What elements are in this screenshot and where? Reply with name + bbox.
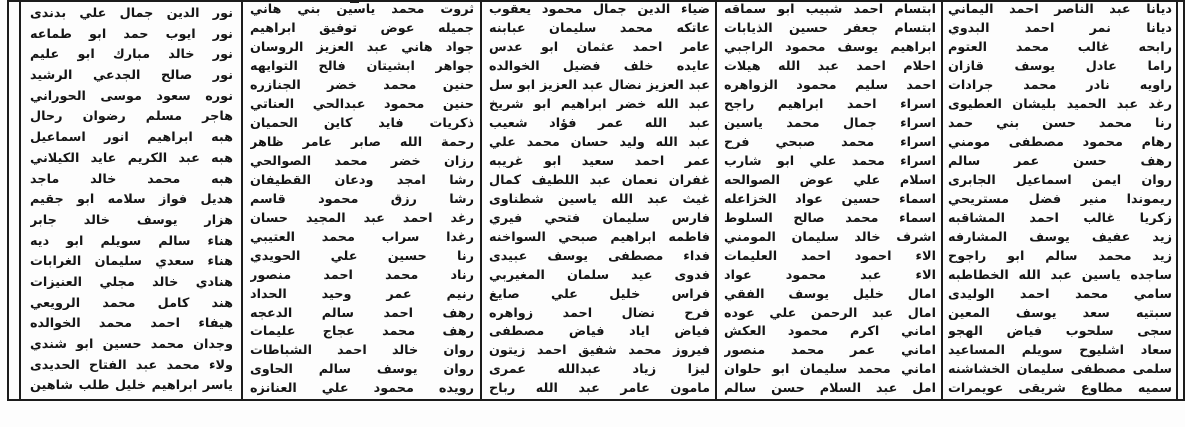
person-name: اماني اكرم محمود العكش (724, 325, 936, 339)
person-name: فياض اياد فياض مصطفى (489, 325, 710, 339)
person-name: سبتيه سعد يوسف المعين (948, 306, 1172, 320)
person-name: رهف محمد عجاج عليمات (250, 325, 474, 339)
person-name: غفران نعمان عبد اللطيف كمال (489, 173, 710, 188)
frame-right-inner-line (1176, 0, 1178, 401)
person-name: امال خليل يوسف الفقي (724, 287, 936, 301)
person-name: ابتسام جعفر حسين الذيابات (724, 21, 936, 36)
person-name: هند كامل محمد الرويعي (30, 296, 233, 311)
person-name: هناء سعدي سليمان الغرابات (30, 255, 233, 269)
person-name: فرح نضال احمد زواهره (489, 306, 710, 320)
frame-right-outer-line (1183, 0, 1185, 401)
person-name: احلام احمد عبد الله هيلات (724, 59, 936, 74)
person-name: روان يوسف سالم الحاوى (250, 363, 474, 377)
person-name: سميه مطاوع شريقى عويمرات (948, 382, 1172, 396)
person-name: مأمون عامر عبد الله رباح (489, 382, 710, 396)
person-name: ثروت محمد ياسين بني هاني (250, 3, 474, 17)
person-name: سامي محمد احمد الوليدى (948, 287, 1172, 301)
person-name: امال عبد الرحمن علي عوده (724, 306, 936, 320)
person-name: اسلام علي عوض الصوالحه (724, 173, 936, 188)
person-name: ولاء محمد عبد الفتاح الحديدى (30, 358, 233, 373)
column-divider-2 (480, 0, 482, 399)
person-name: اماني محمد سليمان ابو حلوان (724, 363, 936, 377)
frame-left-inner-line (19, 0, 21, 399)
person-name: هناء سالم سويلم ابو ديه (30, 234, 233, 248)
person-name: الاء احمود احمد العليمات (724, 249, 936, 264)
person-name: حنين محمود عبدالحي العناتي (250, 97, 474, 112)
person-name: رزان خضر محمد الصوالحي (250, 154, 474, 169)
person-name: نور صالح الجدعي الرشيد (30, 69, 233, 83)
person-name: رنيم عمر وحيد الحداد (250, 287, 474, 301)
person-name: هيفاء احمد محمد الخوالده (30, 317, 233, 331)
person-name: فيروز محمد شفيق احمد زيتون (489, 344, 710, 358)
person-name: عاتكه محمد سليمان عبابنه (489, 21, 710, 36)
person-name: راويه نادر محمد جرادات (948, 78, 1172, 93)
person-name: رابحه غالب محمد العتوم (948, 40, 1172, 55)
person-name: عبد العزيز نضال عبد العزيز ابو سل (489, 78, 710, 93)
person-name: روان خالد احمد الشباطات (250, 344, 474, 358)
column-divider-1 (241, 0, 243, 399)
person-name: عبد الله وليد حسان محمد علي (489, 135, 710, 150)
person-name: رشا رزق محمود قاسم (250, 192, 474, 207)
person-name: فداء مصطفى يوسف عبيدى (489, 249, 710, 264)
person-name: فدوى عيد سلمان المغيربي (489, 268, 710, 282)
person-name: ديانا نمر احمد البدوي (948, 21, 1172, 36)
person-name: ابراهيم يوسف محمود الراجبي (724, 40, 936, 55)
person-name: رغدا سراب محمد العتيبي (250, 230, 474, 245)
person-name: هنادي خالد مجلي العنيزات (30, 275, 233, 290)
person-name: فاطمه ابراهيم صبحي السواخنه (489, 230, 710, 245)
person-name: ساجده ياسين عبد الله الخطاطبه (948, 268, 1172, 282)
person-name: سجى سلحوب فياض الهجو (948, 325, 1172, 339)
person-name: ياسر ابراهيم خليل طلب شاهين (30, 379, 233, 393)
person-name: زكريا غالب احمد المشاقبه (948, 211, 1172, 226)
person-name: رحمة الله صابر عامر ظاهر (250, 135, 474, 150)
person-name: نور ايوب حمد ابو طماعه (30, 27, 233, 42)
person-name: اسماء حسين عواد الخزاعله (724, 192, 936, 207)
person-name: اسراء احمد ابراهيم راجح (724, 97, 936, 112)
person-name: هزار يوسف خالد جابر (30, 213, 233, 228)
person-name: هبه عبد الكريم عايد الكيلاني (30, 151, 233, 166)
person-name: عبد الله عمر فؤاد شعيب (489, 116, 710, 131)
person-name: عامر احمد عثمان ابو عدس (489, 40, 710, 55)
person-name: نور خالد مبارك ابو عليم (30, 48, 233, 62)
person-name: جواد هاني عبد العزيز الروسان (250, 40, 474, 55)
person-name: اسماء محمد صالح السلوط (724, 211, 936, 226)
person-name: فارس سليمان فتحي فيري (489, 211, 710, 226)
person-name: امل عبد السلام حسن سالم (724, 382, 936, 396)
person-name: زيد عفيف يوسف المشارفه (948, 230, 1172, 245)
person-name: ابتسام احمد شبيب ابو سماقه (724, 3, 936, 17)
person-name: سلمى مصطفى سليمان الخشاشنه (948, 363, 1172, 377)
person-name: احمد سليم محمود الزواهره (724, 78, 936, 93)
person-name: عمر احمد سعيد ابو غريبه (489, 154, 710, 169)
person-name: فراس خليل علي صايغ (489, 287, 710, 301)
person-name: عايده خلف فضيل الخوالده (489, 59, 710, 74)
person-name: ريموندا منير فضل مستريحي (948, 192, 1172, 207)
person-name: رهف حسن عمر سالم (948, 154, 1172, 169)
column-divider-4 (941, 0, 943, 399)
person-name: رنا حسين علي الحويدي (250, 249, 474, 264)
person-name: ديانا عبد الناصر احمد اليماني (948, 3, 1172, 17)
person-name: اسراء محمد صبحي فرح (724, 135, 936, 150)
person-name: نوره سعود موسى الحوراني (30, 89, 233, 104)
person-name: هاجر مسلم رضوان رحال (30, 110, 233, 124)
person-name: اشرف خالد سليمان المومني (724, 230, 936, 245)
names-column-far-left (30, 7, 233, 393)
frame-bottom-line (7, 399, 1185, 401)
person-name: رنا محمد حسن بني حمد (948, 116, 1172, 131)
names-column-far-right (948, 3, 1172, 396)
frame-top-line (7, 0, 1185, 2)
frame-left-outer-line (7, 0, 9, 401)
person-name: هبه محمد خالد ماجد (30, 172, 233, 186)
column-divider-3 (715, 0, 717, 399)
person-name: رغد عبد الحميد بليشان العطيوى (948, 97, 1172, 112)
person-name: جميله عوض توفيق ابراهيم (250, 21, 474, 36)
person-name: زيد محمد سالم ابو راجوح (948, 249, 1172, 264)
person-name: اماني عمر محمد منصور (724, 344, 936, 358)
names-column-2 (250, 3, 474, 396)
person-name: سعاد اشليوح سويلم المساعيد (948, 344, 1172, 358)
person-name: رناد محمد احمد منصور (250, 268, 474, 282)
person-name: ضياء الدين جمال محمود يعقوب (489, 3, 710, 17)
person-name: اسراء محمد علي ابو شارب (724, 154, 936, 169)
person-name: نور الدين جمال علي بدندى (30, 7, 233, 21)
person-name: اسراء جمال محمد ياسين (724, 116, 936, 131)
person-name: هديل فواز سلامه ابو جقيم (30, 193, 233, 207)
person-name: غيث عبد الله ياسين شطناوى (489, 192, 710, 207)
person-name: وجدان محمد حسين ابو شندي (30, 338, 233, 352)
person-name: روان ايمن اسماعيل الجابرى (948, 173, 1172, 188)
person-name: ليزا زياد عبدالله عمرى (489, 363, 710, 377)
person-name: حنين محمد خضر الجنازره (250, 78, 474, 93)
person-name: ذكريات فايد كاين الحميان (250, 116, 474, 131)
person-name: هبه ابراهيم انور اسماعيل (30, 131, 233, 145)
person-name: جواهر ابشيتان فالح التوايهه (250, 59, 474, 74)
names-column-4 (724, 3, 936, 396)
person-name: عبد الله خضر ابراهيم ابو شريخ (489, 97, 710, 112)
person-name: رشا امجد ودعان القطيفان (250, 173, 474, 188)
person-name: الاء عبد محمود عواد (724, 268, 936, 282)
person-name: رهام محمود مصطفى مومني (948, 135, 1172, 150)
person-name: راما عادل يوسف قازان (948, 59, 1172, 74)
person-name: رويده محمود علي العنانزه (250, 382, 474, 396)
person-name: رغد احمد عبد المجيد حسان (250, 211, 474, 226)
person-name: رهف احمد سالم الدعجه (250, 306, 474, 320)
names-column-3 (489, 3, 710, 396)
